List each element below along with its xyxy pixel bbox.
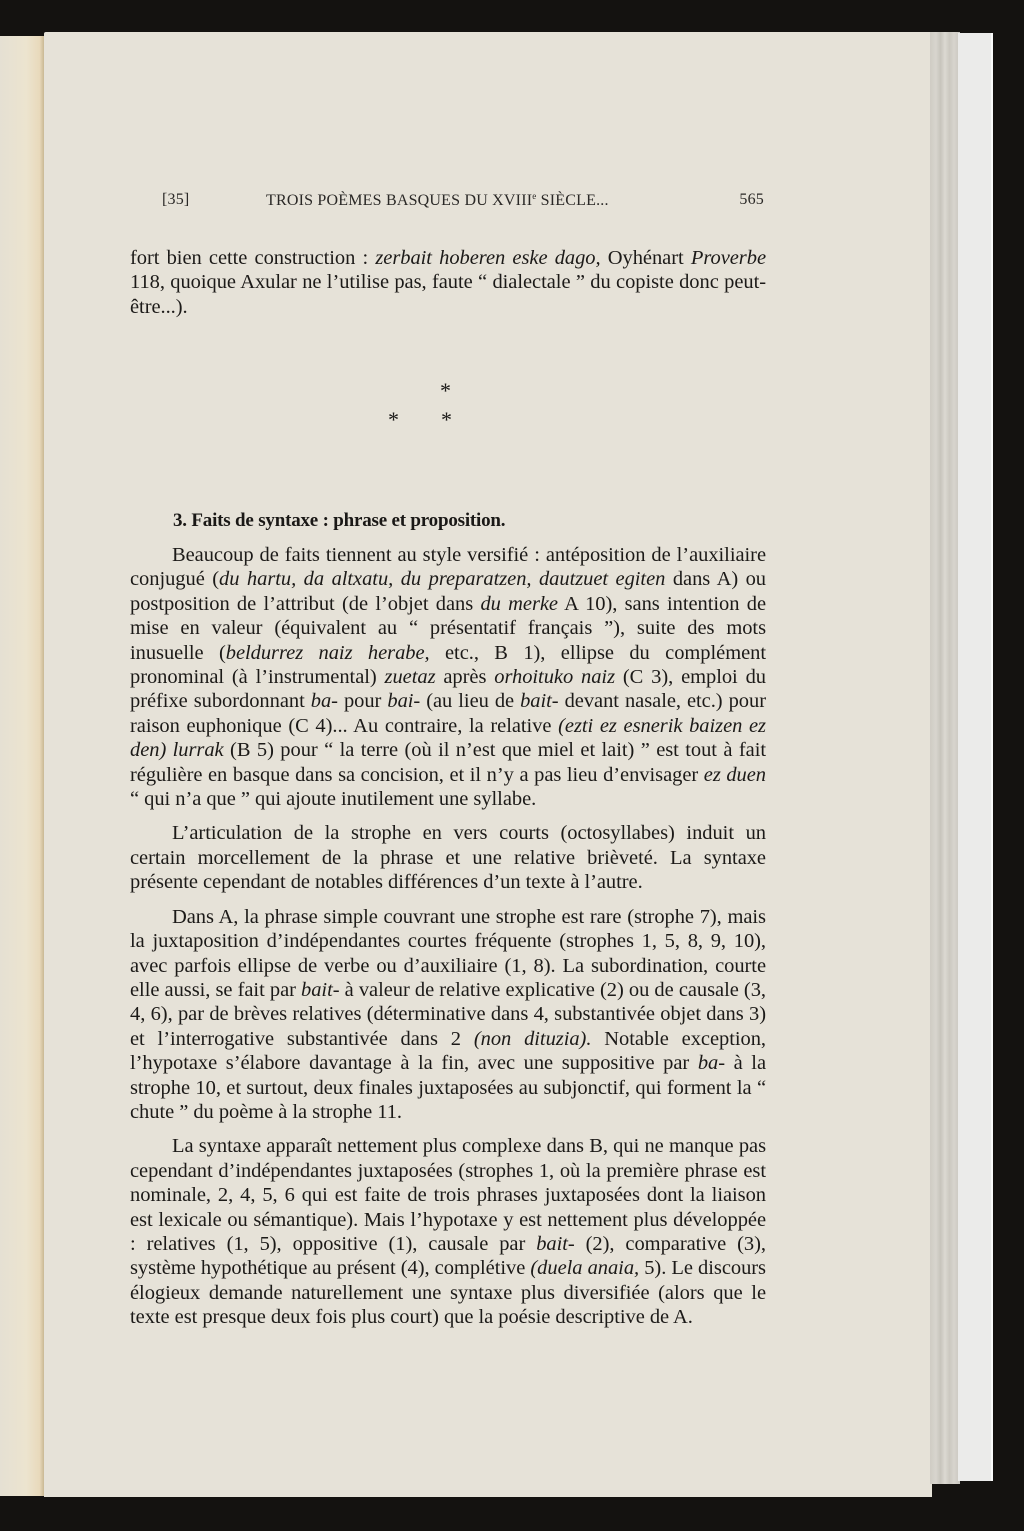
- italic-term: ba-: [310, 690, 338, 713]
- italic-term: zuetaz: [384, 666, 436, 689]
- italic-term: du merke: [480, 592, 558, 615]
- text-run: (B 5) pour “ la terre (où il n’est que miel et lait) ” est tout à fait régulière en basque dans sa concision, et il n’y a pas lieu d’envisager: [130, 739, 766, 786]
- italic-term: ez duen: [703, 763, 767, 786]
- text-run: 118, quoique Axular ne l’utilise pas, faute “ dialectale ” du copiste donc peut-être...).: [130, 271, 766, 318]
- running-header: [162, 191, 764, 213]
- text-run: Dans A, la phrase simple couvrant une strophe est rare (strophe 7), mais la juxtaposition d’indépendantes courtes fréquente (strophes 1, 5, 8, 9, 10), avec parfois ellipse de verbe ou d’auxiliaire (1, 8). La subordination, courte elle aussi, se fait par: [130, 905, 766, 1001]
- asterism-star-left: *: [388, 407, 399, 432]
- text-run: Beaucoup de faits tiennent au style versifié : antéposition de l’auxiliaire conjugué (: [130, 544, 766, 591]
- text-run: fort bien cette construction :: [130, 247, 376, 269]
- text-run: dans A) ou postposition de l’attribut (de l’objet dans: [130, 568, 766, 615]
- text-run: etc., B 1), ellipse du complément pronominal (à l’instrumental): [130, 641, 766, 689]
- italic-term: (ezti ez esnerik baizen ez den) lurrak: [130, 714, 766, 762]
- italic-term: ba-: [697, 1052, 725, 1075]
- text-run: à la strophe 10, et surtout, deux finales juxtaposées au subjonctif, qui forment la “ chute ” du poème à la strophe 11.: [130, 1052, 766, 1123]
- continuation-paragraph: [130, 246, 766, 319]
- text-run: (au lieu de: [420, 690, 521, 713]
- italic-term: (duela anaia,: [530, 1257, 640, 1280]
- running-title-end: SIÈCLE...: [536, 192, 609, 209]
- paragraph: [130, 246, 766, 319]
- text-run: (2), comparative (3), système hypothétique au présent (4), complétive: [130, 1232, 766, 1280]
- asterism-star-top: *: [440, 378, 451, 403]
- text-run: à valeur de relative explicative (2) ou de causale (3, 4, 6), par de brèves relatives (déterminative dans 4, substantivée objet dans 3) et l’interrogative substantivée dans 2: [130, 978, 766, 1050]
- italic-term: orhoituko naiz: [494, 666, 615, 689]
- text-run: (C 3), emploi du préfixe subordonnant: [130, 666, 766, 713]
- running-title-superscript: e: [532, 191, 537, 201]
- paragraph: [130, 821, 766, 894]
- paragraph: [130, 905, 766, 1125]
- text-run: pour: [337, 690, 388, 713]
- section-heading: 3. Faits de syntaxe : phrase et proposition.: [173, 510, 506, 531]
- text-run: La syntaxe apparaît nettement plus complexe dans B, qui ne manque pas cependant d’indépendantes juxtaposées (strophes 1, où la première phrase est nominale, 2, 4, 5, 6 qui est faite de trois phrases juxtaposées dont la liaison est lexicale ou sémantique). Mais l’hypotaxe y est nettement plus développée : relatives (1, 5), oppositive (1), causale par: [130, 1135, 766, 1255]
- page-block-edges: [930, 32, 960, 1484]
- text-run: Notable exception, l’hypotaxe s’élabore davantage à la fin, avec une suppositive par: [130, 1027, 766, 1075]
- section-body: [130, 543, 766, 1330]
- italic-term: du hartu, da altxatu, du preparatzen, dautzuet egiten: [219, 568, 666, 591]
- text-run: 5). Le discours élogieux demande naturellement une syntaxe plus diversifiée (alors que le texte est presque deux fois plus court) que la poésie descriptive de A.: [130, 1257, 766, 1329]
- page-number: 565: [739, 191, 764, 208]
- asterism-star-right: *: [441, 407, 452, 432]
- italic-term: beldurrez naiz herabe,: [225, 641, 430, 664]
- text-run: A 10), sans intention de mise en valeur (équivalent au “ présentatif français ”), suite des mots inusuelle (: [130, 592, 766, 664]
- italic-term: bai-: [387, 690, 421, 713]
- italic-term: Proverbe: [690, 247, 766, 269]
- text-run: L’articulation de la strophe en vers courts (octosyllabes) induit un certain morcellement de la phrase et une relative brièveté. La syntaxe présente cependant de notables différences d’un texte à l’autre.: [130, 822, 766, 894]
- italic-term: bait-: [520, 690, 559, 713]
- paragraph: [130, 543, 766, 811]
- italic-term: bait-: [301, 978, 340, 1001]
- italic-term: (non dituzia).: [473, 1027, 592, 1050]
- italic-term: bait-: [536, 1232, 575, 1255]
- running-title-main: TROIS POÈMES BASQUES DU XVIII: [266, 192, 533, 209]
- paragraph: [130, 1134, 766, 1329]
- text-run: après: [435, 666, 495, 689]
- italic-term: zerbait hoberen eske dago,: [375, 247, 601, 269]
- text-run: devant nasale, etc.) pour raison euphonique (C 4)... Au contraire, la relative: [130, 690, 766, 737]
- text-run: “ qui n’a que ” qui ajoute inutilement une syllabe.: [130, 788, 537, 811]
- section-folio: [35]: [162, 191, 190, 208]
- back-cover: [958, 33, 993, 1481]
- running-title: [266, 191, 609, 210]
- facing-page-edge: [0, 36, 44, 1496]
- text-run: Oyhénart: [600, 247, 691, 269]
